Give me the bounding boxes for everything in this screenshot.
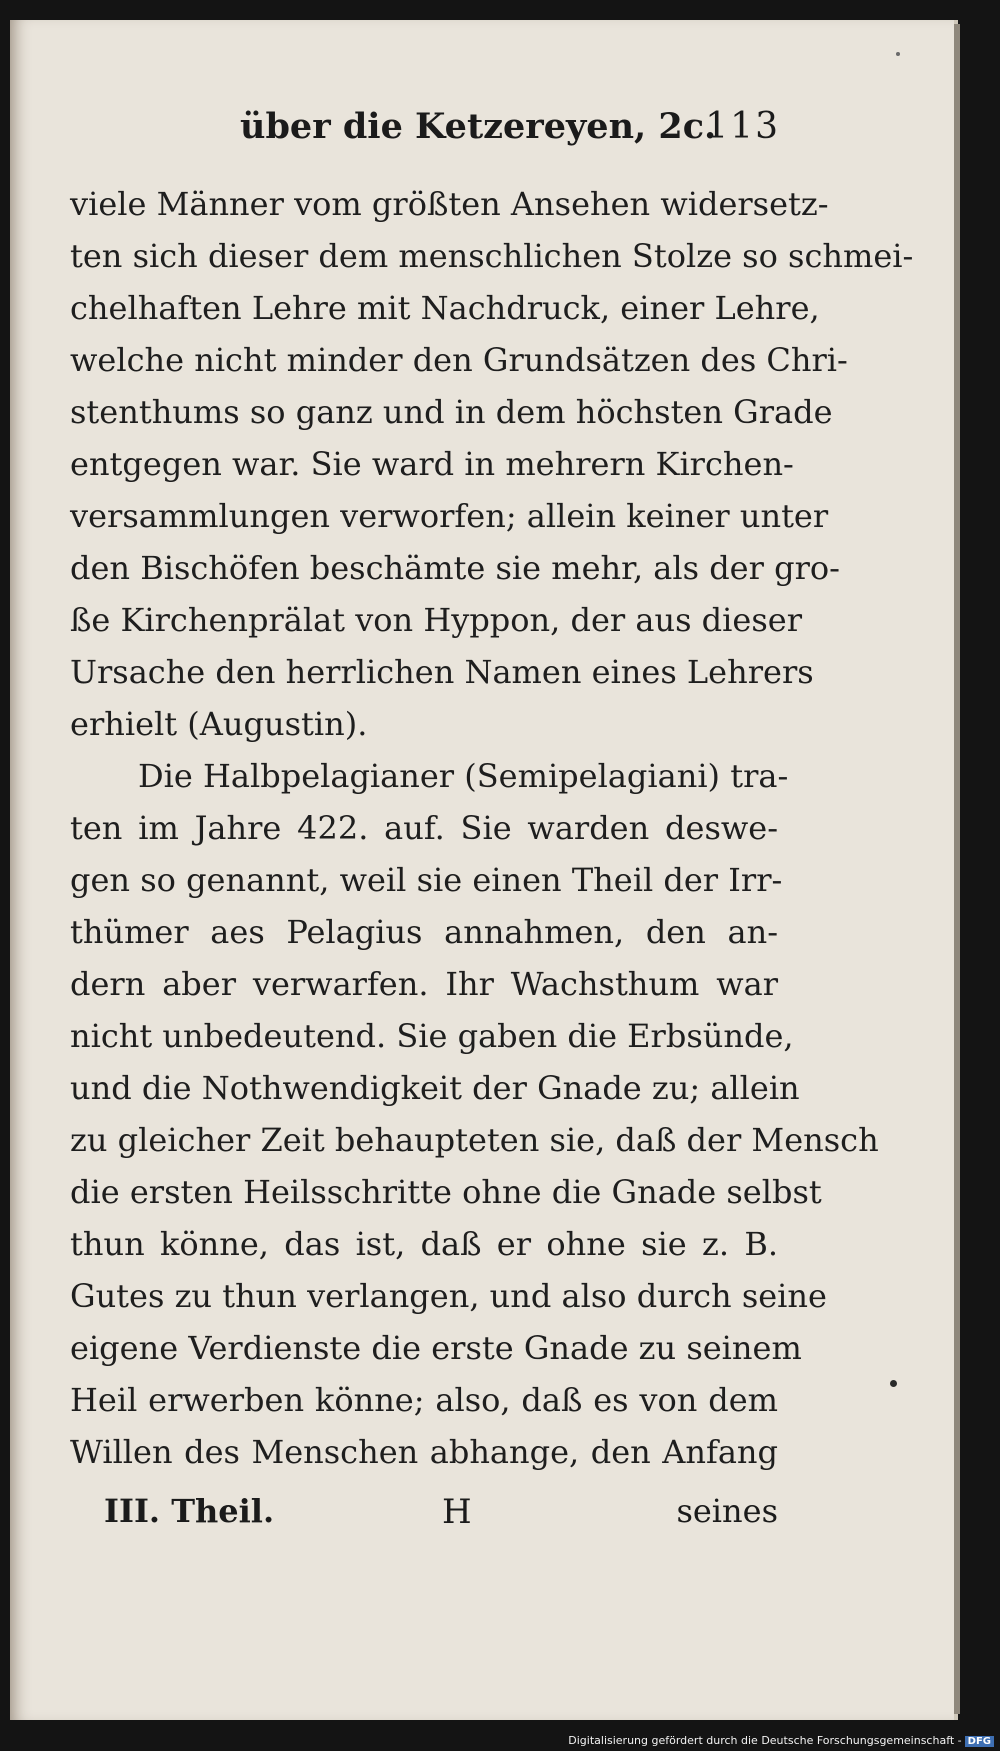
text-line: dern aber verwarfen. Ihr Wachsthum war — [70, 965, 778, 1003]
text-line: ten sich dieser dem menschlichen Stolze so schmei- — [70, 237, 914, 275]
text-line: thun könne, das ist, daß er ohne sie z. B. — [70, 1225, 778, 1263]
catchword: seines — [676, 1492, 778, 1530]
text-line: erhielt (Augustin). — [70, 705, 368, 743]
volume-signature: III. Theil. — [104, 1492, 275, 1530]
text-line: Gutes zu thun verlangen, und also durch seine — [70, 1277, 827, 1315]
text-line: und die Nothwendigkeit der Gnade zu; allein — [70, 1069, 800, 1107]
text-line: chelhaften Lehre mit Nachdruck, einer Lehre, — [70, 289, 820, 327]
body-text — [70, 178, 914, 1478]
page-footer — [70, 1492, 778, 1542]
running-head: über die Ketzereyen, 2c. — [240, 106, 717, 147]
text-line: eigene Verdienste die erste Gnade zu seinem — [70, 1329, 802, 1367]
text-line: ten im Jahre 422. auf. Sie warden deswe- — [70, 809, 778, 847]
text-line: den Bischöfen beschämte sie mehr, als der gro- — [70, 549, 840, 587]
text-line: ße Kirchenprälat von Hyppon, der aus dieser — [70, 601, 802, 639]
text-line: nicht unbedeutend. Sie gaben die Erbsünde, — [70, 1017, 794, 1055]
text-line: Heil erwerben könne; also, daß es von dem — [70, 1381, 778, 1419]
paragraph-start-line: Die Halbpelagianer (Semipelagiani) tra- — [138, 757, 789, 795]
text-line: Ursache den herrlichen Namen eines Lehrers — [70, 653, 814, 691]
text-line: die ersten Heilsschritte ohne die Gnade selbst — [70, 1173, 822, 1211]
page-number: 113 — [705, 106, 780, 147]
credit-text: Digitalisierung gefördert durch die Deutsche Forschungsgemeinschaft - — [568, 1734, 962, 1747]
text-line: thümer aes Pelagius annahmen, den an- — [70, 913, 778, 951]
page-header — [240, 106, 780, 156]
text-line: stenthums so ganz und in dem höchsten Grade — [70, 393, 833, 431]
text-line: viele Männer vom größten Ansehen widersetz- — [70, 185, 829, 223]
text-line: entgegen war. Sie ward in mehrern Kirchen- — [70, 445, 794, 483]
sheet-signature-letter: H — [442, 1492, 472, 1532]
page-edge — [954, 24, 960, 1714]
ink-speck — [890, 1380, 897, 1387]
text-line: welche nicht minder den Grundsätzen des Chri- — [70, 341, 848, 379]
text-line: versammlungen verworfen; allein keiner unter — [70, 497, 829, 535]
text-line: gen so genannt, weil sie einen Theil der Irr- — [70, 861, 783, 899]
ink-speck — [896, 52, 900, 56]
text-line: Willen des Menschen abhange, den Anfang — [70, 1433, 778, 1471]
text-line: zu gleicher Zeit behaupteten sie, daß der Mensch — [70, 1121, 879, 1159]
digitization-credit — [568, 1734, 994, 1747]
dfg-logo: DFG — [965, 1736, 994, 1747]
